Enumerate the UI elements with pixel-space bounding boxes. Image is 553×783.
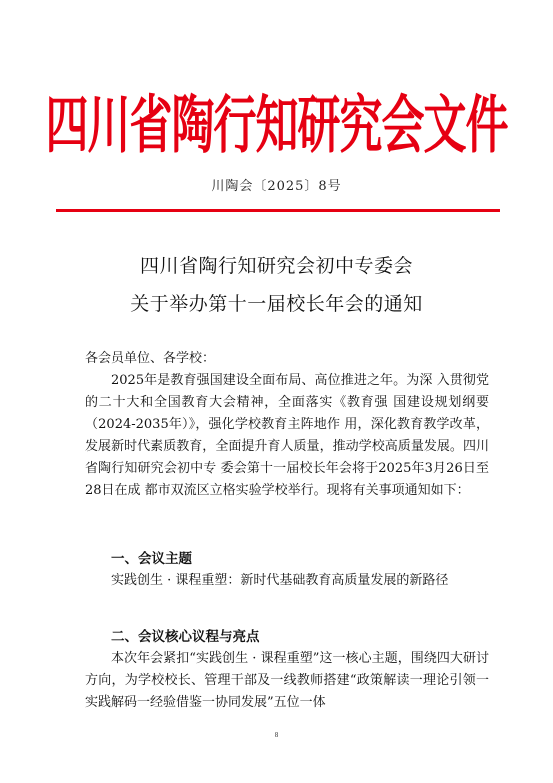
section2-block xyxy=(85,648,489,714)
notice-title-line1: 四川省陶行知研究会初中专委会 xyxy=(139,255,413,277)
section1-heading: 一、会议主题 xyxy=(111,551,192,567)
red-divider-line xyxy=(56,209,500,212)
intro-paragraph-block xyxy=(85,370,489,502)
section1-block xyxy=(85,570,489,592)
section2-heading: 二、会议核心议程与亮点 xyxy=(111,629,260,645)
section1-text: 实践创生 · 课程重塑：新时代基础教育高质量发展的新路径 xyxy=(111,573,449,588)
document-number: 川陶会〔2025〕8号 xyxy=(211,179,342,194)
intro-paragraph: 2025年是教育强国建设全面布局、高位推进之年。为深 入贯彻党的二十大和全国教育大会精神，全面落实《教育强 国建设规划纲要（2024-2035年）》，强化学校教育主阵地作 用，深化教育教学改革，发展新时代素质教育，全面提升育人质量，推动学校高质量发展。四川省陶行知研究会初中专 委会第十一届校长年会将于2025年3月26日至28日在成 都市双流区立格实验学校举行。现将有关事项通知如下： xyxy=(85,373,489,498)
notice-title-line2: 关于举办第十一届校长年会的通知 xyxy=(130,293,423,315)
org-header-title: 四川省陶行知研究会文件 xyxy=(45,89,508,163)
section2-text: 本次年会紧扣“实践创生 · 课程重塑”这一核心主题，围绕四大研讨方向，为学校校长、管理干部及一线教师搭建“政策解读一理论引领一实践解码一经验借鉴一协同发展”五位一体 xyxy=(85,651,489,710)
page-number: 8 xyxy=(274,732,279,739)
salutation: 各会员单位、各学校： xyxy=(85,351,216,366)
